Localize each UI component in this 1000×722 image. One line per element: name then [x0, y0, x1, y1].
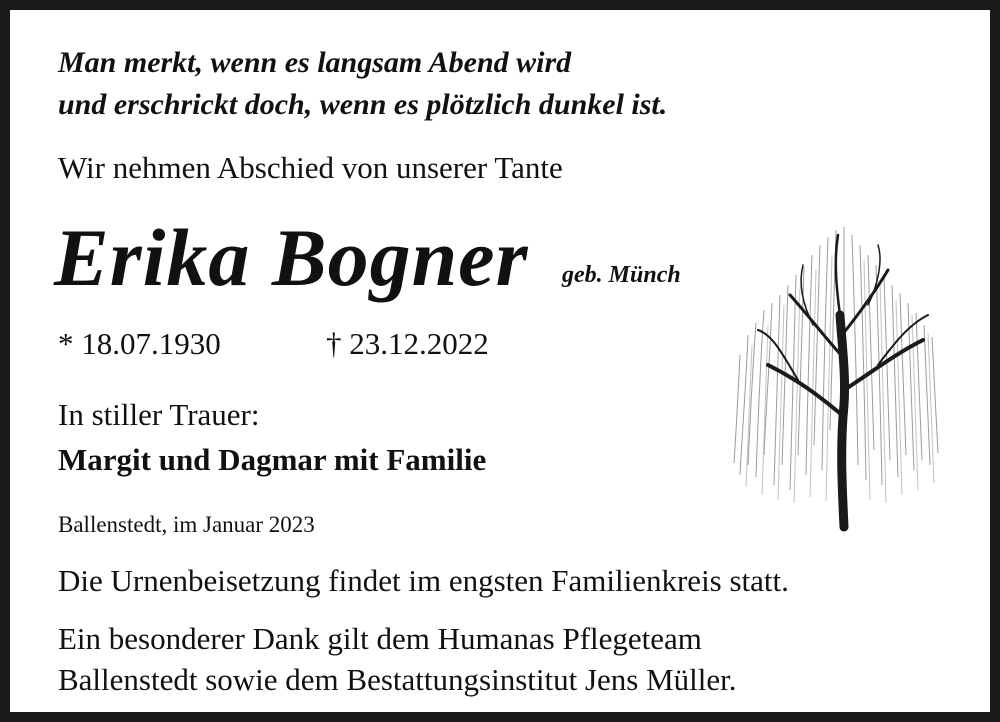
- mourning-family: Margit und Dagmar mit Familie: [58, 442, 487, 477]
- motto-line-2: und erschrickt doch, wenn es plötzlich dunkel ist.: [58, 88, 668, 121]
- thanks-line-2: Ballenstedt sowie dem Bestattungsinstitut Jens Müller.: [58, 662, 737, 697]
- motto-line-1: Man merkt, wenn es langsam Abend wird: [58, 46, 572, 79]
- birth-name: geb. Münch: [562, 262, 681, 288]
- mourning-label: In stiller Trauer:: [58, 397, 260, 432]
- place-date: Ballenstedt, im Januar 2023: [58, 512, 315, 537]
- intro-text: Wir nehmen Abschied von unserer Tante: [58, 150, 563, 185]
- death-date: † 23.12.2022: [326, 326, 489, 361]
- deceased-name: Erika Bogner: [54, 212, 529, 303]
- thanks-line-1: Ein besonderer Dank gilt dem Humanas Pflegeteam: [58, 621, 702, 656]
- birth-date: * 18.07.1930: [58, 326, 221, 361]
- urn-notice: Die Urnenbeisetzung findet im engsten Familienkreis statt.: [58, 563, 789, 598]
- willow-tree-icon: [728, 215, 948, 533]
